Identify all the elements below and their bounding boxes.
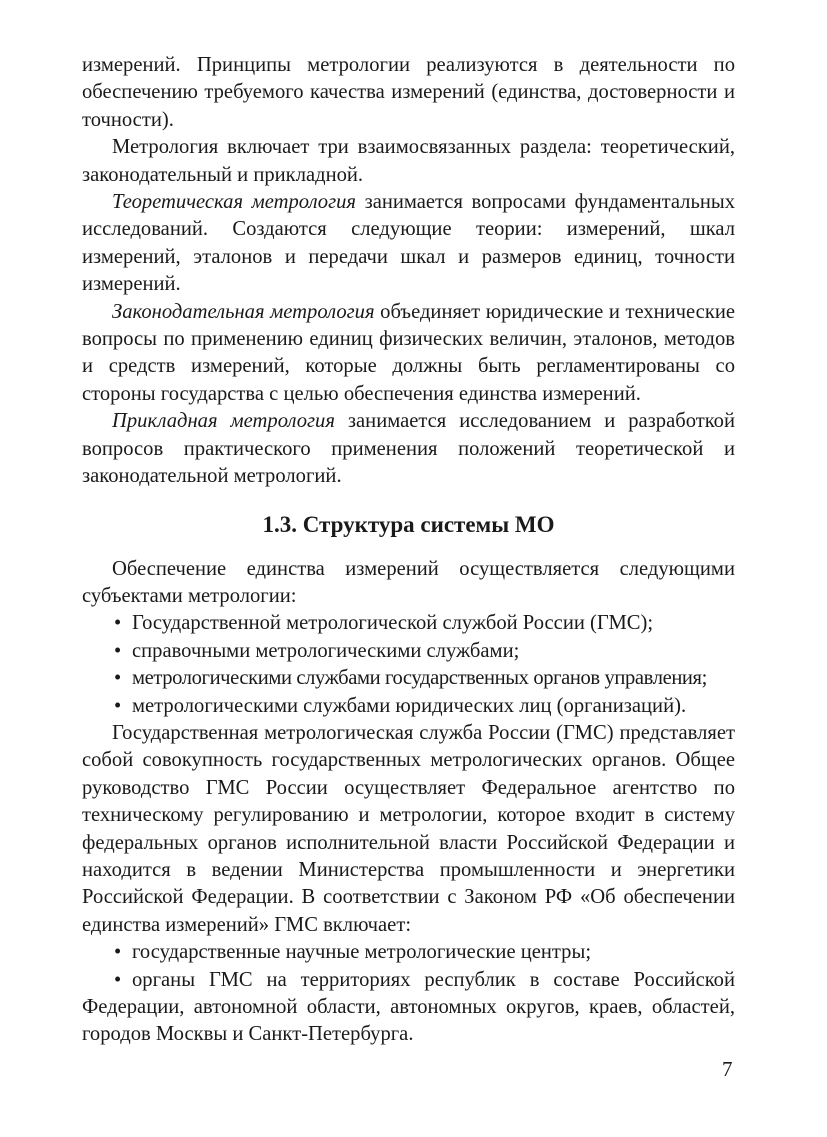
applied-metrology-text: занимается исследованием и разработкой вопросов практического применения положений теоретической и законодательной метрологий. [82, 410, 735, 488]
paragraph-legal-metrology [82, 299, 735, 409]
list-item [82, 665, 735, 692]
paragraph-metrology-sections: Метрология включает три взаимосвязанных раздела: теоретический, законодательный и прикладной. [82, 136, 735, 186]
bullet-icon: • [114, 667, 121, 690]
list-item-text: метрологическими службами государственных органов управления; [132, 667, 707, 690]
paragraph-continuation: измерений. Принципы метрологии реализуются в деятельности по обеспечению требуемого качества измерений (единства, достоверности и точности). [82, 54, 735, 131]
term-applied-metrology: Прикладная метрология [112, 410, 335, 433]
list-item-text: метрологическими службами юридических лиц (организаций). [132, 694, 687, 717]
theoretical-metrology-text: занимается вопросами фундаментальных исследований. Создаются следующие теории: измерений, шкал измерений, эталонов и передачи шкал и размеров единиц, точности измерений. [82, 191, 736, 296]
paragraph-applied-metrology [82, 408, 735, 490]
list-item-text: органы ГМС на территориях республик в составе Российской Федерации, автономной области, автономных округов, краев, областей, городов Москвы и Санкт-Петербурга. [82, 968, 735, 1046]
paragraph-theoretical-metrology [82, 189, 735, 299]
list-item-text: государственные научные метрологические центры; [132, 941, 592, 964]
list-item [82, 967, 735, 1049]
term-legal-metrology: Законодательная метрология [112, 300, 375, 323]
section-heading: 1.3. Структура системы МО [262, 511, 555, 537]
bullet-icon: • [114, 968, 122, 991]
list-item-text: справочными метрологическими службами; [132, 639, 520, 662]
paragraph-section-intro: Обеспечение единства измерений осуществляется следующими субъектами метрологии: [82, 557, 735, 607]
metrology-subjects-list [82, 610, 735, 720]
paragraph-gms-description: Государственная метрологическая служба России (ГМС) представляет собой совокупность государственных метрологических органов. Общее руководство ГМС России осуществляет Федеральное агентство по техническому регулированию и метрологии, которое входит в систему федеральных органов исполнительной власти Российской Федерации и находится в ведении Министерства промышленности и энергетики Российской Федерации. В соответствии с Законом РФ «Об обеспечении единства измерений» ГМС включает: [82, 721, 735, 936]
bullet-icon: • [114, 639, 122, 662]
bullet-icon: • [114, 941, 122, 964]
term-theoretical-metrology: Теоретическая метрология [112, 191, 356, 214]
list-item [82, 610, 735, 637]
bullet-icon: • [114, 612, 122, 635]
list-item [82, 939, 735, 966]
bullet-icon: • [114, 694, 122, 717]
legal-metrology-text: объединяет юридические и технические вопросы по применению единиц физических величин, эталонов, методов и средств измерений, которые должны быть регламентированы со стороны государства с целью обеспечения единства измерений. [82, 300, 735, 405]
page-number: 7 [722, 1057, 733, 1081]
list-item [82, 693, 735, 720]
list-item-text: Государственной метрологической службой России (ГМС); [132, 612, 654, 635]
list-item [82, 638, 735, 665]
gms-components-list [82, 939, 735, 1049]
